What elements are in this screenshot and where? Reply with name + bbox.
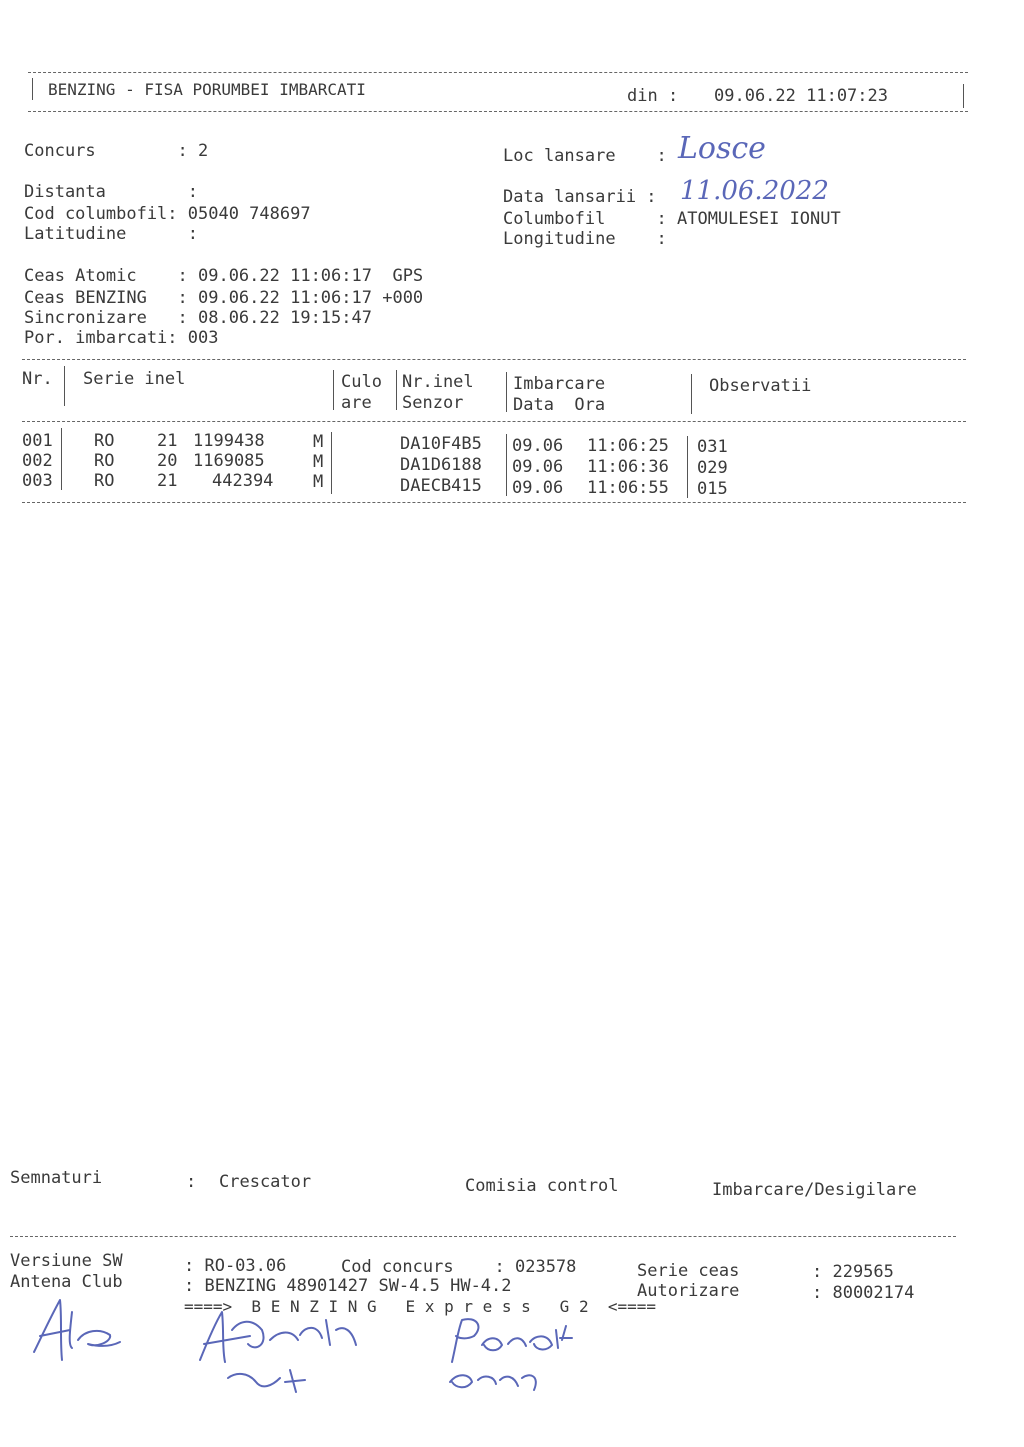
col-header-imbarcare: Imbarcare: [513, 374, 606, 394]
table-header-border: [22, 421, 966, 422]
benzing-express-banner: ====> B E N Z I N G E x p r e s s G 2 <====: [184, 1297, 657, 1316]
cell-time: 11:06:55: [587, 478, 669, 498]
imbarcare-desigilare-label: Imbarcare/Desigilare: [712, 1180, 917, 1200]
cod-concurs-line: Cod concurs : 023578: [341, 1257, 577, 1277]
cell-country: RO: [94, 431, 115, 451]
din-label: din :: [627, 86, 679, 106]
cell-sex: M: [313, 472, 324, 492]
cell-observatii: 031: [697, 437, 728, 457]
columbofil-line: Columbofil : ATOMULESEI IONUT: [503, 209, 841, 229]
crescator-label: Crescator: [219, 1172, 312, 1192]
col-header-culoare-2: are: [341, 393, 372, 413]
loc-lansare-line: Loc lansare :: [503, 146, 667, 166]
header-left-bar: [32, 78, 33, 100]
cell-date: 09.06: [512, 436, 564, 456]
cell-senzor: DAECB415: [400, 476, 482, 496]
cell-time: 11:06:36: [587, 457, 669, 477]
cell-time: 11:06:25: [587, 436, 669, 456]
col-header-serie-inel: Serie inel: [83, 369, 186, 389]
cod-columbofil-line: Cod columbofil: 05040 748697: [24, 204, 311, 224]
cell-year: 21: [157, 431, 178, 451]
signature-1: [34, 1300, 120, 1360]
cell-country: RO: [94, 451, 115, 471]
din-datetime: 09.06.22 11:07:23: [714, 86, 888, 106]
separator-v: [691, 374, 692, 414]
autorizare-value: : 80002174: [812, 1283, 915, 1303]
signature-3: [450, 1319, 572, 1390]
separator-v: [396, 370, 397, 410]
cell-ring: 1199438: [193, 431, 265, 451]
cell-ring: 1169085: [193, 451, 265, 471]
col-header-data-ora: Data Ora: [513, 395, 606, 415]
versiune-sw-label: Versiune SW: [10, 1251, 123, 1271]
serie-ceas-label: Serie ceas: [637, 1261, 740, 1281]
semnaturi-colon: :: [186, 1172, 197, 1192]
serie-ceas-value: : 229565: [812, 1262, 894, 1282]
sincronizare-line: Sincronizare : 08.06.22 19:15:47: [24, 308, 372, 328]
cell-date: 09.06: [512, 478, 564, 498]
ceas-atomic-line: Ceas Atomic : 09.06.22 11:06:17 GPS: [24, 266, 424, 286]
col-header-observatii: Observatii: [709, 376, 812, 396]
data-lansarii-handwritten: 11.06.2022: [680, 176, 829, 206]
document-title: BENZING - FISA PORUMBEI IMBARCATI: [48, 80, 366, 99]
cell-sex: M: [313, 452, 324, 472]
cell-nr: 002: [22, 451, 53, 471]
cell-date: 09.06: [512, 457, 564, 477]
separator-v: [687, 436, 688, 498]
separator-v: [331, 432, 332, 494]
separator-v: [333, 370, 334, 410]
concurs-line: Concurs : 2: [24, 141, 209, 161]
cell-observatii: 029: [697, 458, 728, 478]
header-right-bar: [963, 84, 964, 108]
cell-sex: M: [313, 432, 324, 452]
autorizare-label: Autorizare: [637, 1281, 740, 1301]
antena-club-label: Antena Club: [10, 1272, 123, 1292]
cell-senzor: DA1D6188: [400, 455, 482, 475]
col-header-culoare-1: Culo: [341, 372, 382, 392]
separator-v: [506, 372, 507, 412]
separator-v: [506, 434, 507, 496]
cell-nr: 003: [22, 471, 53, 491]
cell-country: RO: [94, 471, 115, 491]
loc-lansare-handwritten: Losce: [678, 131, 766, 166]
col-header-nr: Nr.: [22, 369, 53, 389]
versiune-sw-value: : RO-03.06: [184, 1256, 287, 1276]
cell-year: 20: [157, 451, 178, 471]
cell-ring: 442394: [212, 471, 274, 491]
header-bottom-border: [28, 111, 968, 112]
separator-v: [64, 366, 65, 406]
cell-nr: 001: [22, 431, 53, 451]
table-top-border: [22, 359, 966, 360]
longitudine-line: Longitudine :: [503, 229, 667, 249]
distanta-line: Distanta :: [24, 182, 198, 202]
porumbei-imbarcati-line: Por. imbarcati: 003: [24, 328, 219, 348]
col-header-senzor: Senzor: [402, 393, 464, 413]
ceas-benzing-line: Ceas BENZING : 09.06.22 11:06:17 +000: [24, 288, 424, 308]
cell-observatii: 015: [697, 479, 728, 499]
footer-separator: [10, 1236, 956, 1237]
antena-club-value: : BENZING 48901427 SW-4.5 HW-4.2: [184, 1276, 512, 1296]
comisia-control-label: Comisia control: [465, 1176, 619, 1196]
signature-2: [200, 1312, 356, 1392]
cell-senzor: DA10F4B5: [400, 434, 482, 454]
cell-year: 21: [157, 471, 178, 491]
latitudine-line: Latitudine :: [24, 224, 198, 244]
col-header-nr-inel: Nr.inel: [402, 372, 474, 392]
separator-v: [61, 428, 62, 490]
data-lansarii-line: Data lansarii :: [503, 187, 657, 207]
semnaturi-label: Semnaturi: [10, 1168, 103, 1188]
table-bottom-border: [22, 502, 966, 503]
header-top-border: [28, 72, 968, 73]
